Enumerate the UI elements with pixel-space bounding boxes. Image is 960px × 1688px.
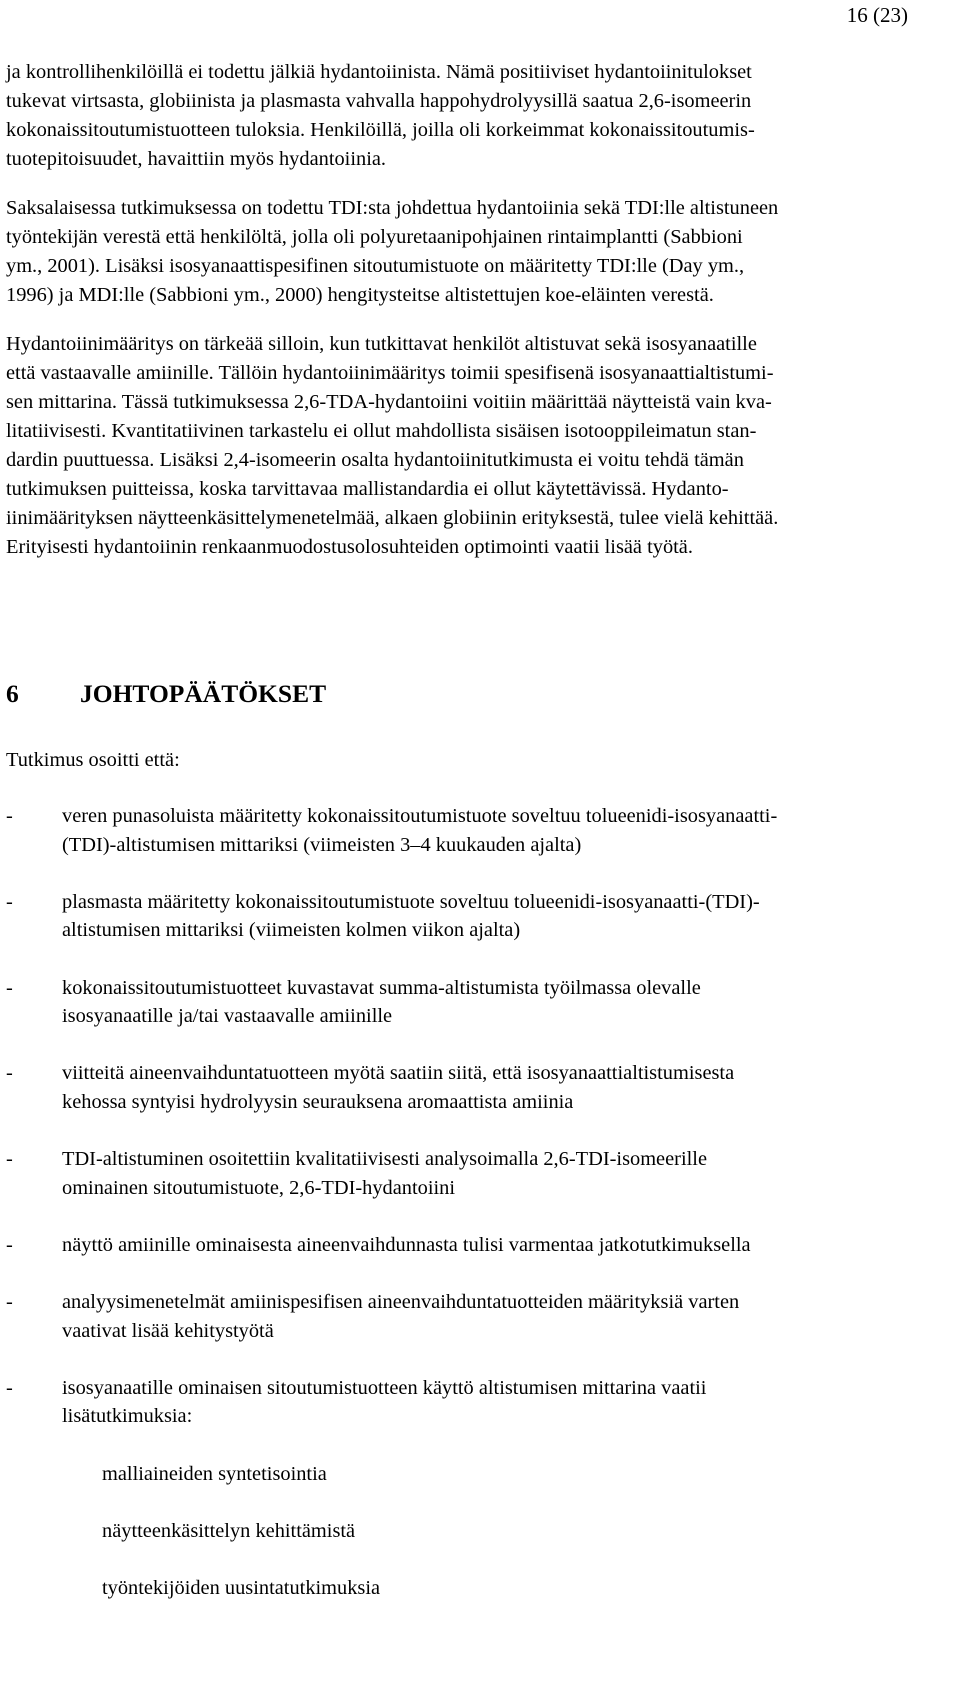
list-dash: - [6, 1148, 13, 1171]
section-number: 6 [6, 679, 19, 708]
list-item [6, 802, 956, 859]
body-text [6, 58, 958, 562]
section-intro: Tutkimus osoitti että: [6, 749, 180, 771]
list-dash: - [6, 890, 13, 913]
list-dash: - [6, 1233, 13, 1256]
list-item [6, 1059, 956, 1116]
list-item-text: plasmasta määritetty kokonaissitoutumistuote soveltuu tolueenidi-isosyanaatti-(TDI)- altistumisen mittariksi (viimeisten kolmen viikon ajalta) [62, 890, 760, 942]
paragraph-hydantoin-method: Hydantoiinimääritys on tärkeää silloin, kun tutkittavat henkilöt altistuvat sekä isosyanaatille että vastaavalle amiinille. Tällöin hydantoiinimääritys toimii spesifisenä isosyanaattialtistumi- sen mittarina. Tässä tutkimuksessa 2,6-TDA-hydantoiini voitiin määrittää näytteistä vain kva- litatiivisesti. Kvantitatiivinen tarkastelu ei ollut mahdollista sisäisen isotooppileimatun stan- dardin puuttuessa. Lisäksi 2,4-isomeerin osalta hydantoiinitutkimusta ei voitu tehdä tämän tutkimuksen puitteissa, koska tarvittavaa mallistandardia ei ollut käytettävissä. Hydanto- iinimäärityksen näytteenkäsittelymenetelmää, alkaen globiinin erityksestä, tulee vielä kehittää. Erityisesti hydantoiinin renkaanmuodostusolosuhteiden optimointi vaatii lisää työtä. [6, 333, 779, 558]
list-item-text: TDI-altistuminen osoitettiin kvalitatiivisesti analysoimalla 2,6-TDI-isomeerille ominainen sitoutumistuote, 2,6-TDI-hydantoiini [62, 1148, 707, 1199]
list-dash: - [6, 1062, 13, 1085]
list-item-text: viitteitä aineenvaihduntatuotteen myötä saatiin siitä, että isosyanaattialtistumisesta kehossa syntyisi hydrolyysin seurauksena aromaattista amiinia [62, 1062, 735, 1113]
sub-list-item: malliaineiden syntetisointia [102, 1462, 327, 1485]
list-item-text: analyysimenetelmät amiinispesifisen aineenvaihduntatuotteiden määrityksiä varten vaativat lisää kehitystyötä [62, 1291, 740, 1342]
list-item [6, 1145, 956, 1202]
sub-list [62, 1431, 956, 1631]
list-dash: - [6, 976, 13, 999]
paragraph-hydantoin-results: ja kontrollihenkilöillä ei todettu jälkiä hydantoiinista. Nämä positiiviset hydantoiinitulokset tukevat virtsasta, globiinista ja plasmasta vahvalla happohydrolyysillä saatua 2,6-isomeerin kokonaissitoutumistuotteen tuloksia. Henkilöillä, joilla oli korkeimmat kokonaissitoutumis- tuotepitoisuudet, havaittiin myös hydantoiinia. [6, 61, 755, 170]
list-item-text: näyttö amiinille ominaisesta aineenvaihdunnasta tulisi varmentaa jatkotutkimuksella [62, 1233, 751, 1256]
list-item [6, 1288, 956, 1345]
section-heading [6, 678, 326, 710]
list-item-text: kokonaissitoutumistuotteet kuvastavat summa-altistumista työilmassa olevalle isosyanaatille ja/tai vastaavalle amiinille [62, 976, 701, 1028]
section-title: JOHTOPÄÄTÖKSET [80, 679, 327, 708]
list-item-text: veren punasoluista määritetty kokonaissitoutumistuote soveltuu tolueenidi-isosyanaatti- (TDI)-altistumisen mittariksi (viimeisten 3–4 kuukauden ajalta) [62, 805, 778, 856]
list-item [6, 1231, 956, 1260]
list-item [6, 1374, 956, 1660]
list-item-text: isosyanaatille ominaisen sitoutumistuotteen käyttö altistumisen mittarina vaatii lisätutkimuksia: [62, 1376, 707, 1428]
sub-list-item: työntekijöiden uusintatutkimuksia [102, 1577, 381, 1600]
list-item [6, 888, 956, 945]
list-dash: - [6, 1291, 13, 1314]
page-number: 16 (23) [846, 3, 908, 27]
conclusions-list [6, 802, 956, 1688]
list-dash: - [6, 805, 13, 827]
sub-list-item: näytteenkäsittelyn kehittämistä [102, 1519, 356, 1542]
list-dash: - [6, 1376, 13, 1399]
paragraph-german-study: Saksalaisessa tutkimuksessa on todettu TDI:sta johdettua hydantoiinia sekä TDI:lle altistuneen työntekijän verestä että henkilöltä, jolla oli polyuretaanipohjainen rintaimplantti (Sabbioni ym., 2001). Lisäksi isosyanaattispesifinen sitoutumistuote on määritetty TDI:lle (Day ym., 1996) ja MDI:lle (Sabbioni ym., 2000) hengitysteitse altistettujen koe-eläinten verestä. [6, 197, 779, 306]
list-item [6, 974, 956, 1031]
